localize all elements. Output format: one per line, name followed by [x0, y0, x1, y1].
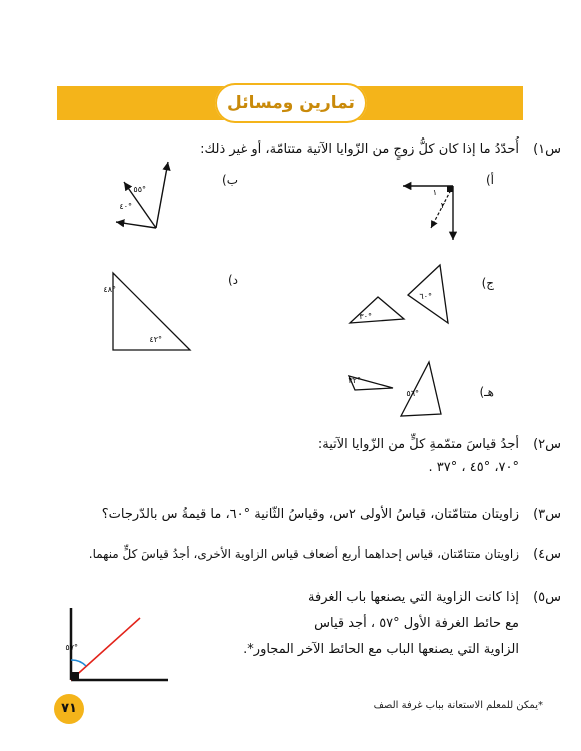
- angle-a-2: ٢: [440, 201, 445, 210]
- angle-d-2: °٤٢: [149, 335, 162, 344]
- q5-line3: الزاوية التي يصنعها الباب مع الحائط الآخر المجاور*.: [243, 642, 519, 657]
- door-figure: [60, 602, 172, 688]
- q4-number: س٤): [533, 547, 561, 562]
- angle-arc: [71, 660, 86, 666]
- q1-number: س١): [533, 142, 561, 157]
- figure-b: [112, 156, 182, 241]
- angle-c-1: °٦٠: [419, 292, 432, 301]
- q1-label-e: هـ): [479, 385, 494, 399]
- q1-label-c: ج): [481, 276, 494, 290]
- angle-b-1: °٥٥: [133, 185, 146, 194]
- figure-e: [345, 358, 455, 428]
- door-angle-label: °٥٧: [65, 643, 78, 652]
- q1-label-a: أ): [485, 173, 494, 187]
- q1-label-d: د): [227, 273, 238, 287]
- angle-b-2: °٤٠: [119, 202, 132, 211]
- figure-c: [348, 263, 460, 333]
- q1-label-b: ب): [222, 173, 238, 187]
- q5-number: س٥): [533, 590, 561, 605]
- q1-text: أُحدّدُ ما إذا كان كلُّ زوجٍ من الزّوايا الآتية متتامّة، أو غير ذلك:: [200, 142, 519, 157]
- footnote: *يمكن للمعلم الاستعانة بباب غرفة الصف: [373, 700, 543, 711]
- figure-a: [395, 170, 465, 250]
- angle-c-2: °٣٠: [359, 312, 372, 321]
- angle-a-1: ١: [432, 188, 437, 197]
- q2-number: س٢): [533, 437, 561, 452]
- q5-line1: إذا كانت الزاوية التي يصنعها باب الغرفة: [308, 590, 519, 605]
- q4-text: زاويتان متتامّتان، قياس إحداهما أربع أضعاف قياس الزاوية الأخرى، أجدُ قياسَ كلٍّ منهما.: [88, 547, 519, 561]
- q3-number: س٣): [533, 507, 561, 522]
- section-title: تمارين ومسائل: [227, 93, 355, 113]
- page-number: ٧١: [54, 694, 84, 724]
- angle-d-1: °٤٨: [103, 285, 116, 294]
- angle-e-2: °٥٦: [406, 389, 419, 398]
- q5-line2: مع حائط الغرفة الأول °٥٧ ، أجد قياس: [314, 616, 519, 631]
- angle-e-1: °٣٢: [348, 376, 361, 385]
- figure-d: [103, 270, 195, 355]
- q2-values: °٧٠، °٤٥ ، °٣٧ .: [428, 460, 519, 475]
- door-line: [71, 618, 140, 680]
- q2-text: أجدُ قياسَ متمّمةِ كلٍّ من الزّوايا الآتية:: [317, 437, 519, 452]
- q3-text: زاويتان متتامّتان، قياسُ الأولى ٢س، وقياسُ الثّانية °٦٠، ما قيمةُ س بالدّرجات؟: [101, 507, 519, 522]
